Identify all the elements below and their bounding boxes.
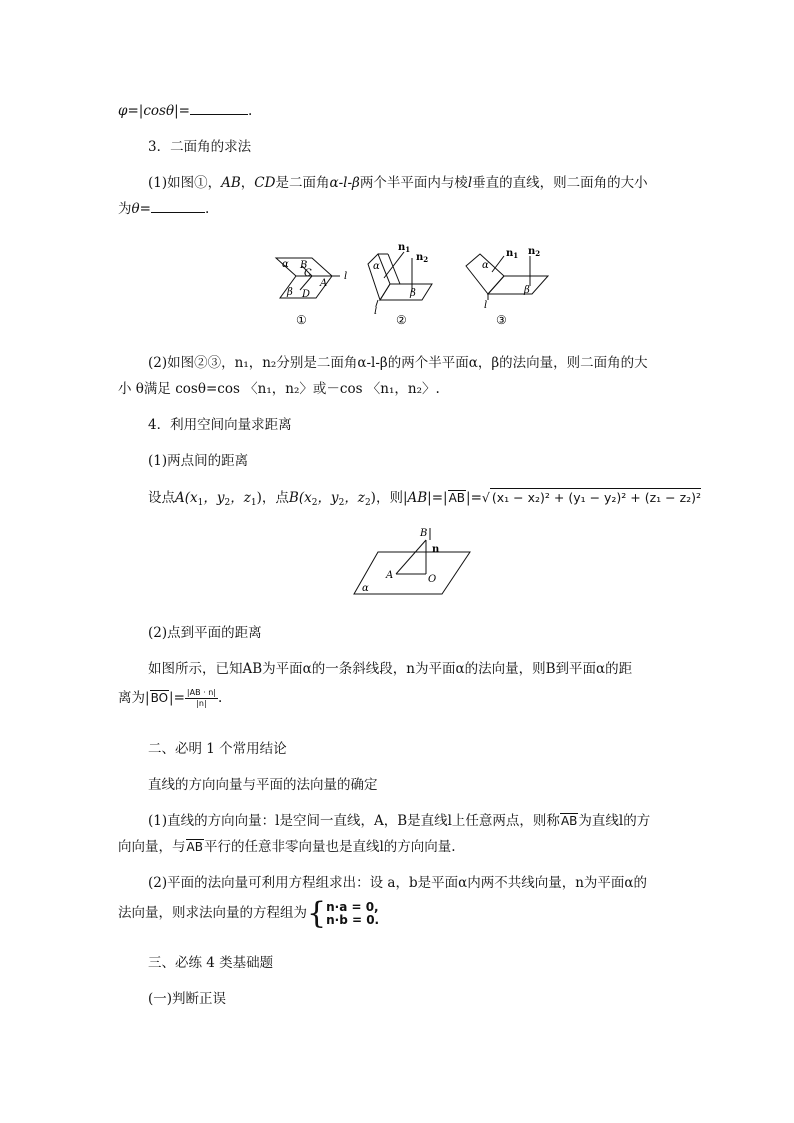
text-run: .: [217, 690, 223, 706]
fraction-numerator: |AB · n|: [186, 688, 216, 697]
text-run: 向向量，与: [118, 839, 186, 855]
text-run: 2: [338, 498, 345, 508]
text-run: .: [204, 201, 210, 217]
point-plane-figure: [352, 524, 472, 600]
text-run: 法向量，则求法向量的方程组为: [118, 905, 307, 921]
f2-number: ②: [396, 313, 407, 327]
text-run: θ: [131, 201, 140, 217]
text-run: ，: [240, 175, 255, 191]
plane-alpha: [354, 552, 470, 594]
equation-system: [326, 901, 379, 927]
answer-blank: [190, 102, 248, 115]
f1-D: D: [302, 289, 311, 300]
phi-end: .: [247, 103, 253, 119]
distance-formula-line: [148, 488, 701, 512]
text-run: α-l-β: [329, 175, 360, 191]
f2-n2: $n_2$: [416, 252, 429, 264]
f1-beta: β: [287, 287, 293, 298]
section-4-title: 4．利用空间向量求距离: [148, 417, 292, 433]
f2-beta: β: [410, 288, 416, 299]
text-run: 垂直的直线，则二面角的大小: [472, 175, 648, 191]
plane-beta: [380, 284, 432, 300]
dihedral-figures: [260, 236, 560, 332]
line-ab: [396, 540, 426, 574]
f3-beta: β: [524, 285, 530, 296]
f1-number: ①: [296, 313, 307, 327]
f2-alpha: α: [373, 261, 380, 272]
fig4-A: A: [386, 570, 394, 581]
phi-mid: |=: [174, 103, 190, 119]
plane-back: [388, 254, 400, 284]
f3-number: ③: [496, 313, 507, 327]
direction-vector-line1: [148, 812, 650, 830]
text-run: |=: [169, 690, 185, 706]
f3-alpha: α: [482, 260, 489, 271]
text-run: (x: [298, 490, 312, 506]
text-run: ，y: [317, 490, 339, 506]
text-run: 为直线l的方: [578, 813, 651, 829]
sub-heading-two-points: (1)两点间的距离: [148, 453, 249, 469]
f3-l: l: [484, 300, 488, 311]
text-run: ，z: [344, 490, 365, 506]
equation-2: n·b = 0.: [326, 912, 380, 927]
fig4-B: B: [420, 528, 428, 539]
vector-bo: BO: [150, 691, 169, 705]
text-run: 两个半平面内与棱: [359, 175, 468, 191]
text-run: 平行的任意非零向量也是直线l的方向向量.: [203, 839, 456, 855]
text-run: 离为|: [118, 690, 150, 706]
normal-vector-line1: (2)平面的法向量可利用方程组求出：设 a，b是平面α内两不共线向量，n为平面α的: [148, 875, 648, 891]
section-3b-title: 三、必练 4 类基础题: [148, 955, 274, 971]
text-run: |=: [466, 490, 482, 506]
f2-l: l: [374, 306, 378, 317]
text-run: 2: [224, 498, 231, 508]
normal-para-line1: (2)如图②③，n₁，n₂分别是二面角α-l-β的两个半平面α，β的法向量，则二面角的大: [148, 355, 648, 371]
text-run: B: [288, 490, 299, 506]
text-run: 1: [250, 498, 257, 508]
text-run: ，y: [203, 490, 225, 506]
distance-fraction: [185, 688, 218, 709]
section-3b-subtitle: (一)判断正误: [148, 991, 227, 1007]
dihedral-para-line1: [148, 174, 648, 192]
section-2-title: 二、必明 1 个常用结论: [148, 741, 287, 757]
text-run: )，点: [256, 490, 289, 506]
vector-ab: AB: [560, 814, 578, 828]
fig4-alpha: α: [362, 583, 369, 594]
equation-1: n·a = 0,: [326, 899, 379, 914]
fig4-n: n: [432, 544, 440, 555]
text-run: (1)如图①，: [148, 175, 222, 191]
fig4-O: O: [428, 574, 437, 585]
point-plane-para-line1: 如图所示，已知AB为平面α的一条斜线段，n为平面α的法向量，则B到平面α的距: [148, 661, 633, 677]
sqrt-sign: √: [481, 490, 490, 505]
f1-l: l: [344, 271, 348, 282]
point-plane-para-line2: [118, 688, 222, 709]
f1-A: A: [320, 278, 328, 289]
direction-vector-line2: [118, 838, 456, 856]
f2-n1: $n_1$: [398, 242, 411, 254]
text-run: |=|: [427, 490, 448, 506]
normal-para-line2: 小 θ满足 cosθ=cos 〈n₁，n₂〉或－cos 〈n₁，n₂〉.: [118, 381, 440, 397]
text-run: )，则|: [370, 490, 408, 506]
vector-ab: AB: [186, 840, 203, 854]
f1-B: B: [300, 260, 308, 271]
f1-C: C: [304, 268, 312, 279]
sub-heading-point-plane: (2)点到平面的距离: [148, 625, 262, 641]
text-run: 2: [364, 498, 371, 508]
f3-n1: $n_1$: [506, 248, 519, 260]
fraction-denominator: |n|: [196, 699, 207, 708]
text-run: 为: [118, 201, 132, 217]
text-run: AB: [221, 175, 241, 191]
section-3-title: 3．二面角的求法: [148, 139, 252, 155]
text-run: 是二面角: [275, 175, 330, 191]
f1-alpha: α: [282, 259, 289, 270]
figure-3: [466, 254, 548, 300]
section-2-subtitle: 直线的方向向量与平面的法向量的确定: [148, 777, 378, 793]
text-run: A: [175, 490, 185, 506]
plane-beta: [488, 276, 548, 294]
text-run: ，z: [230, 490, 251, 506]
theta-symbol: θ: [165, 103, 175, 119]
distance-formula: (x₁ − x₂)² + (y₁ − y₂)² + (z₁ − z₂)²: [491, 490, 702, 505]
dihedral-para-line2: [118, 200, 209, 218]
text-run: AB: [407, 490, 428, 506]
text-run: 1: [197, 498, 204, 508]
text-run: (x: [184, 490, 198, 506]
text-run: 设点: [148, 490, 175, 506]
f3-n2: $n_2$: [528, 246, 541, 258]
text-run: 2: [311, 498, 318, 508]
text-run: l: [467, 175, 473, 191]
phi-line: [118, 102, 252, 120]
text-run: =: [139, 201, 151, 217]
left-brace: {: [307, 895, 327, 931]
answer-blank: [151, 200, 205, 213]
text-run: CD: [254, 175, 276, 191]
vector-n1: [492, 256, 504, 272]
vector-n1: [384, 252, 404, 278]
vector-ab: AB: [448, 491, 466, 505]
text-run: (1)直线的方向向量：l是空间一直线，A，B是直线l上任意两点，则称: [148, 813, 560, 829]
phi-prefix: φ=|cos: [118, 103, 166, 119]
normal-vector-line2: [118, 895, 380, 931]
